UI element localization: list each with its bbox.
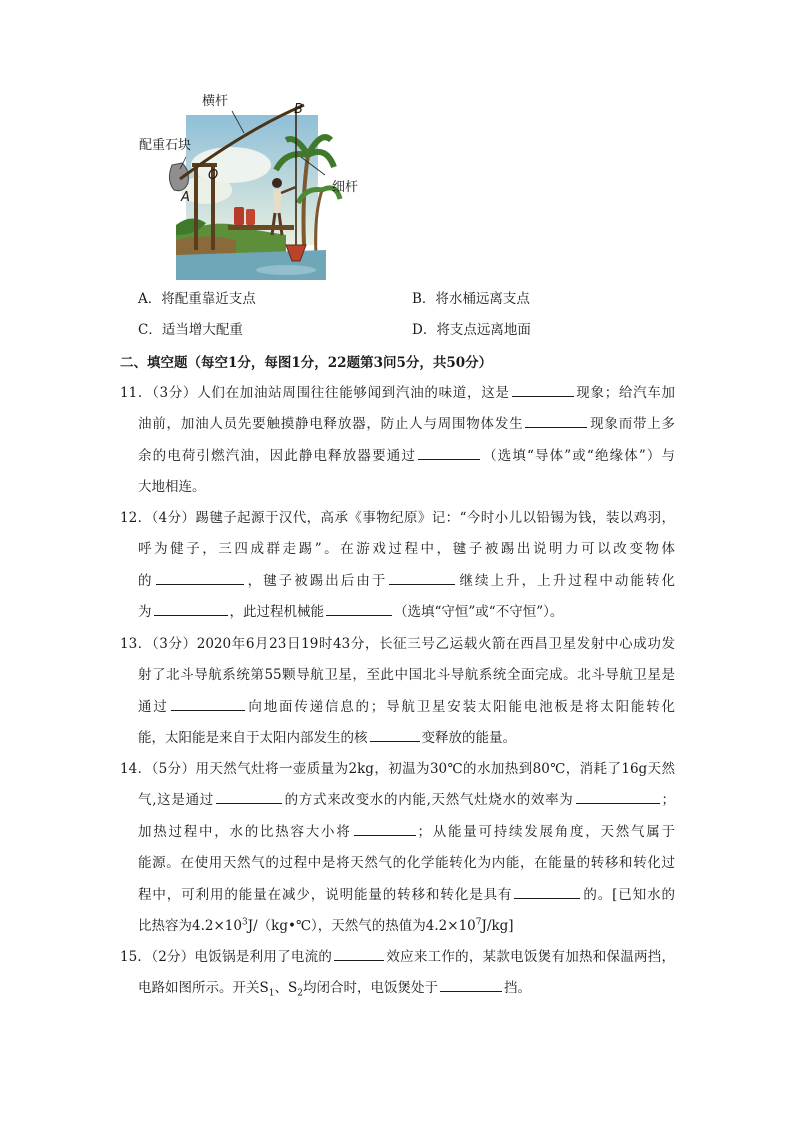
q14-blank-2[interactable] xyxy=(576,789,660,804)
q11-line-2: 油前，加油人员先要触摸静电释放器，防止人与周围物体发生 现象而带上多 xyxy=(120,409,675,440)
q12-blank-2[interactable] xyxy=(389,570,455,585)
shadoof-figure xyxy=(136,95,368,285)
q13-line-3: 通过 向地面传递信息的；导航卫星安装太阳能电池板是将太阳能转化 xyxy=(120,692,675,723)
question-11 xyxy=(120,378,675,504)
option-b: B．将水桶远离支点 xyxy=(412,291,530,307)
q13-line-1: 13．（3分）2020年6月23日19时43分，长征三号乙运载火箭在西昌卫星发射中心成功发 xyxy=(120,636,675,652)
q12-line-2: 呼为健子，三四成群走踢”。在游戏过程中，毽子被踢出说明力可以改变物体 xyxy=(138,541,675,558)
label-thin-rod: 细杆 xyxy=(332,180,359,195)
label-counterweight: 配重石块 xyxy=(139,138,192,153)
q13-blank-2[interactable] xyxy=(370,727,420,742)
q14-line-5: 程中，可利用的能量在减少，说明能量的转移和转化是具有 的。[已知水的 xyxy=(120,880,675,911)
option-c: C．适当增大配重 xyxy=(138,322,243,338)
q14-line-3: 加热过程中，水的比热容大小将 ；从能量可持续发展角度，天然气属于 xyxy=(120,817,675,848)
label-crossbar: 横杆 xyxy=(202,94,229,109)
q14-line-6: 比热容为$4.2\times 10^3J/(kg•℃)$，天然气的热值为$4.2\times 10^7J/kg$] xyxy=(138,917,514,934)
q11-line-3: 余的电荷引燃汽油，因此静电释放器要通过 （选填“导体”或“绝缘体”）与 xyxy=(120,441,675,472)
section-title: 二、填空题（每空1分，每图1分，22题第3问5分，共50分） xyxy=(120,355,493,371)
q15-blank-2[interactable] xyxy=(440,977,502,992)
q12-blank-4[interactable] xyxy=(326,601,392,616)
q11-blank-2[interactable] xyxy=(525,413,587,428)
q13-line-4: 能，太阳能是来自于太阳内部发生的核 变释放的能量。 xyxy=(120,723,675,754)
q14-line-4: 能源。在使用天然气的过程中是将天然气的化学能转化为内能，在能量的转移和转化过 xyxy=(138,855,675,872)
q15-blank-1[interactable] xyxy=(334,946,384,961)
q14-blank-4[interactable] xyxy=(514,884,580,899)
q11-line-4: 大地相连。 xyxy=(138,479,206,496)
q12-blank-1[interactable] xyxy=(156,570,244,585)
q12-line-3: 的 ，毽子被踢出后由于 继续上升，上升过程中动能转化 xyxy=(120,566,675,597)
question-13 xyxy=(120,629,675,755)
q13-blank-1[interactable] xyxy=(171,696,245,711)
option-a: A．将配重靠近支点 xyxy=(138,291,256,307)
q15-line-1: 15．（2分）电饭锅是利用了电流的 效应来工作的，某款电饭煲有加热和保温两挡， xyxy=(120,942,675,973)
question-12 xyxy=(120,503,675,629)
q14-blank-1[interactable] xyxy=(216,789,282,804)
option-d: D．将支点远离地面 xyxy=(412,322,531,338)
q12-line-1: 12．（4分）踢毽子起源于汉代，高承《事物纪原》记：“今时小儿以铅锡为钱，装以鸡羽， xyxy=(120,510,675,526)
label-point-b: B xyxy=(294,102,303,117)
q15-line-2: 电路如图所示。开关$S_1$、$S_2$均闭合时，电饭煲处于 挡。 xyxy=(120,973,675,1004)
q11-blank-1[interactable] xyxy=(512,382,574,397)
q12-line-4: 为 ，此过程机械能 （选填“守恒”或“不守恒”）。 xyxy=(120,597,675,628)
q11-line-1: 11．（3分）人们在加油站周围往往能够闻到汽油的味道，这是 现象；给汽车加 xyxy=(120,378,675,409)
q11-blank-3[interactable] xyxy=(418,445,480,460)
q14-line-2: 气,这是通过 的方式来改变水的内能,天然气灶烧水的效率为 ； xyxy=(120,785,675,816)
q14-blank-3[interactable] xyxy=(354,821,416,836)
q13-line-2: 射了北斗导航系统第55颗导航卫星，至此中国北斗导航系统全面完成。北斗导航卫星是 xyxy=(138,667,675,684)
q14-line-1: 14．（5分）用天然气灶将一壶质量为2kg，初温为30℃的水加热到80℃，消耗了16g天然 xyxy=(120,761,675,777)
label-point-o: O xyxy=(208,168,219,183)
label-point-a: A xyxy=(181,190,190,205)
question-14 xyxy=(120,754,675,942)
q12-blank-3[interactable] xyxy=(154,601,228,616)
question-15 xyxy=(120,942,675,1005)
